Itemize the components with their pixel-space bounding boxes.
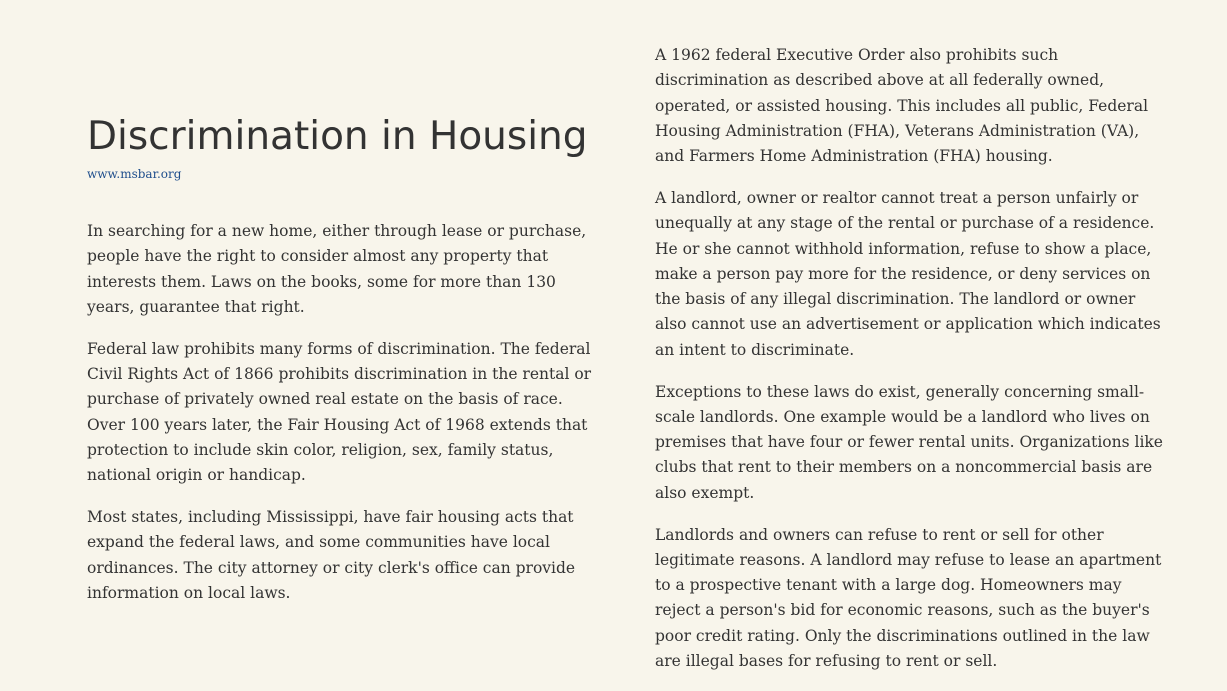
paragraph: In searching for a new home, either through lease or purchase, people have the right to consider almost any property that interests them. Laws on the books, some for more than 130 years, guarantee that right. bbox=[87, 222, 587, 316]
paragraph: Exceptions to these laws do exist, generally concerning small-scale landlords. One example would be a landlord who lives on premises that have four or fewer rental units. Organizations like clubs that rent to their members on a noncommercial basis are also exempt. bbox=[655, 382, 1163, 502]
paragraph: A 1962 federal Executive Order also prohibits such discrimination as described above at all federally owned, operated, or assisted housing. This includes all public, Federal Housing Administration (FHA), Veterans Administration (VA), and Farmers Home Administration (FHA) housing. bbox=[655, 46, 1149, 166]
paragraph: A landlord, owner or realtor cannot treat a person unfairly or unequally at any stage of the rental or purchase of a residence. He or she cannot withhold information, refuse to show a place, make a person pay more for the residence, or deny services on the basis of any illegal discrimination. The landlord or owner also cannot use an advertisement or application which indicates an intent to discriminate. bbox=[655, 188, 1161, 359]
paragraph: Most states, including Mississippi, have fair housing acts that expand the federal laws, and some communities have local ordinances. The city attorney or city clerk's office can provide information on local laws. bbox=[87, 507, 576, 602]
right-column bbox=[655, 43, 1170, 691]
page-title: Discrimination in Housing bbox=[87, 114, 588, 159]
paragraph: Landlords and owners can refuse to rent or sell for other legitimate reasons. A landlord may refuse to lease an apartment to a prospective tenant with a large dog. Homeowners may reject a person's bid for economic reasons, such as the buyer's poor credit rating. Only the discriminations outlined in the law are illegal bases for refusing to rent or sell. bbox=[655, 525, 1162, 671]
paragraph: Federal law prohibits many forms of discrimination. The federal Civil Rights Act of 1866 prohibits discrimination in the rental or purchase of privately owned real estate on the basis of race. Over 100 years later, the Fair Housing Act of 1968 extends that protection to include skin color, religion, sex, family status, national origin or handicap. bbox=[87, 339, 592, 485]
source-link[interactable]: www.msbar.org bbox=[87, 167, 182, 181]
left-column bbox=[87, 219, 592, 623]
